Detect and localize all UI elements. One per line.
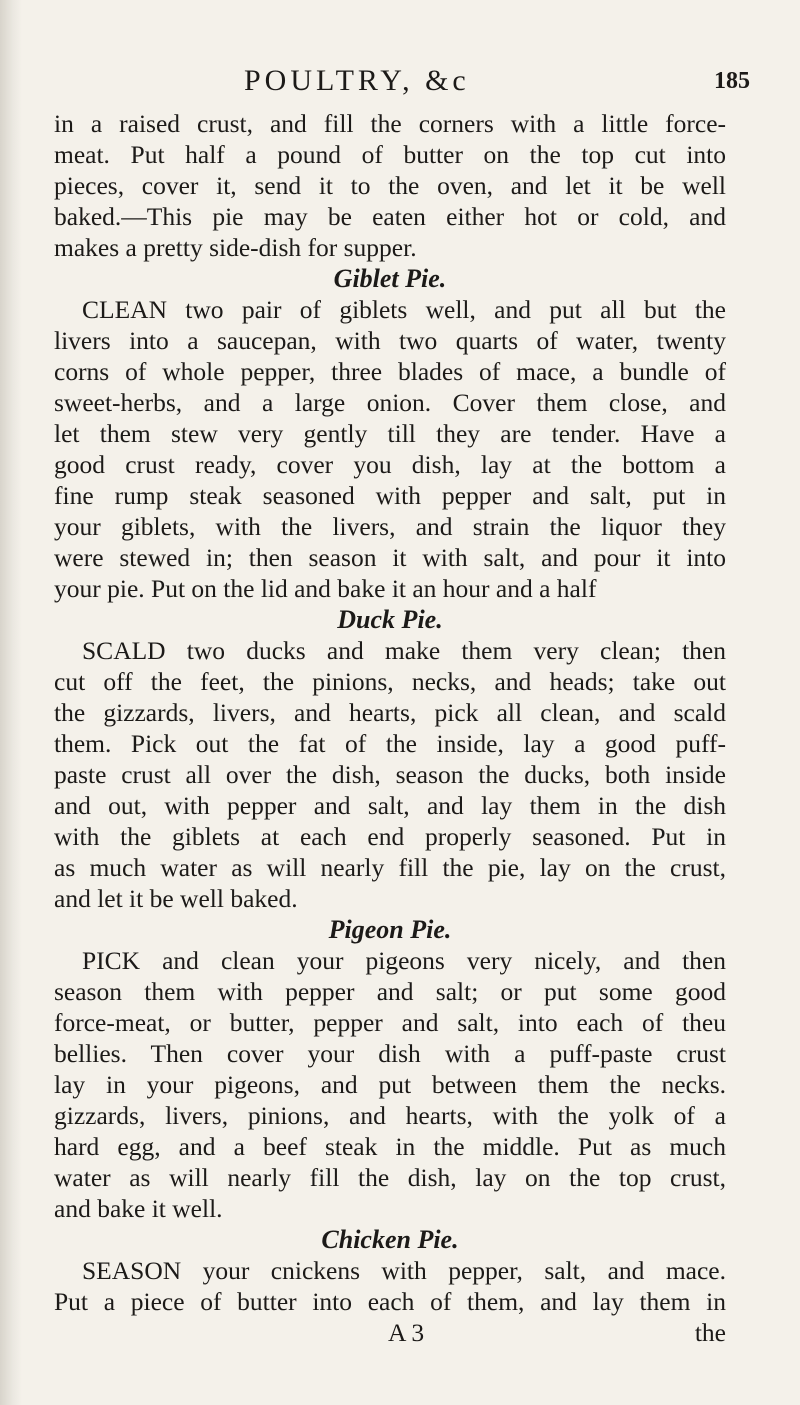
text-line: CLEAN two pair of giblets well, and put all but the — [82, 295, 726, 324]
text-line: them. Pick out the fat of the inside, lay a good puff- — [54, 729, 726, 758]
recipe-heading: Pigeon Pie. — [328, 915, 452, 944]
text-line: baked.—This pie may be eaten either hot or cold, and — [54, 202, 726, 231]
recipe-heading: Giblet Pie. — [333, 264, 447, 293]
printer-signature: A 3 — [388, 1318, 425, 1347]
text-line: cut off the feet, the pinions, necks, and heads; take out — [54, 667, 726, 696]
page-number: 185 — [714, 68, 750, 94]
text-line: SCALD two ducks and make them very clean; then — [82, 636, 726, 665]
text-line: and out, with pepper and salt, and lay them in the dish — [54, 791, 726, 820]
text-line: your giblets, with the livers, and strain the liquor they — [54, 512, 726, 541]
text-line: were stewed in; then season it with salt, and pour it into — [54, 543, 726, 572]
text-line: lay in your pigeons, and put between them the necks. — [54, 1070, 726, 1099]
recipe-section — [54, 914, 726, 1224]
text-line: bellies. Then cover your dish with a puff-paste crust — [54, 1039, 726, 1068]
text-line: makes a pretty side-dish for supper. — [54, 233, 417, 262]
recipe-section — [54, 1224, 726, 1317]
text-line: fine rump steak seasoned with pepper and salt, put in — [54, 481, 726, 510]
text-line: the gizzards, livers, and hearts, pick all clean, and scald — [54, 698, 726, 727]
running-title: POULTRY, &c — [244, 64, 470, 97]
text-line: water as will nearly fill the dish, lay on the top crust, — [54, 1163, 726, 1192]
text-line: let them stew very gently till they are tender. Have a — [54, 419, 726, 448]
body-text — [54, 108, 726, 1348]
text-line: meat. Put half a pound of butter on the top cut into — [54, 140, 726, 169]
text-line: and bake it well. — [54, 1194, 223, 1223]
binding-gutter-shadow — [0, 0, 22, 1405]
text-line: pieces, cover it, send it to the oven, and let it be well — [54, 171, 726, 200]
recipe-section — [54, 108, 726, 263]
text-line: gizzards, livers, pinions, and hearts, with the yolk of a — [54, 1101, 726, 1130]
text-line: SEASON your cnickens with pepper, salt, and mace. — [82, 1256, 726, 1285]
text-line: with the giblets at each end properly seasoned. Put in — [54, 822, 726, 851]
text-line: corns of whole pepper, three blades of mace, a bundle of — [54, 357, 726, 386]
text-line: sweet-herbs, and a large onion. Cover them close, and — [54, 388, 726, 417]
text-line: Put a piece of butter into each of them, and lay them in — [54, 1287, 726, 1316]
page-header — [0, 64, 800, 104]
text-line: hard egg, and a beef steak in the middle. Put as much — [54, 1132, 726, 1161]
text-line: paste crust all over the dish, season the ducks, both inside — [54, 760, 726, 789]
text-line: and let it be well baked. — [54, 884, 298, 913]
recipe-heading: Chicken Pie. — [321, 1225, 459, 1254]
recipe-section — [54, 263, 726, 604]
recipe-section — [54, 604, 726, 914]
catchword: the — [694, 1318, 726, 1347]
text-line: in a raised crust, and fill the corners with a little force- — [54, 109, 726, 138]
text-line: force-meat, or butter, pepper and salt, into each of theu — [54, 1008, 726, 1037]
text-line: as much water as will nearly fill the pie, lay on the crust, — [54, 853, 726, 882]
text-line: your pie. Put on the lid and bake it an hour and a half — [54, 574, 597, 603]
text-line: season them with pepper and salt; or put some good — [54, 977, 726, 1006]
text-line: livers into a saucepan, with two quarts of water, twenty — [54, 326, 726, 355]
text-line: PICK and clean your pigeons very nicely, and then — [82, 946, 726, 975]
text-line: good crust ready, cover you dish, lay at the bottom a — [54, 450, 726, 479]
signature-line — [54, 1317, 726, 1348]
recipe-heading: Duck Pie. — [337, 605, 443, 634]
